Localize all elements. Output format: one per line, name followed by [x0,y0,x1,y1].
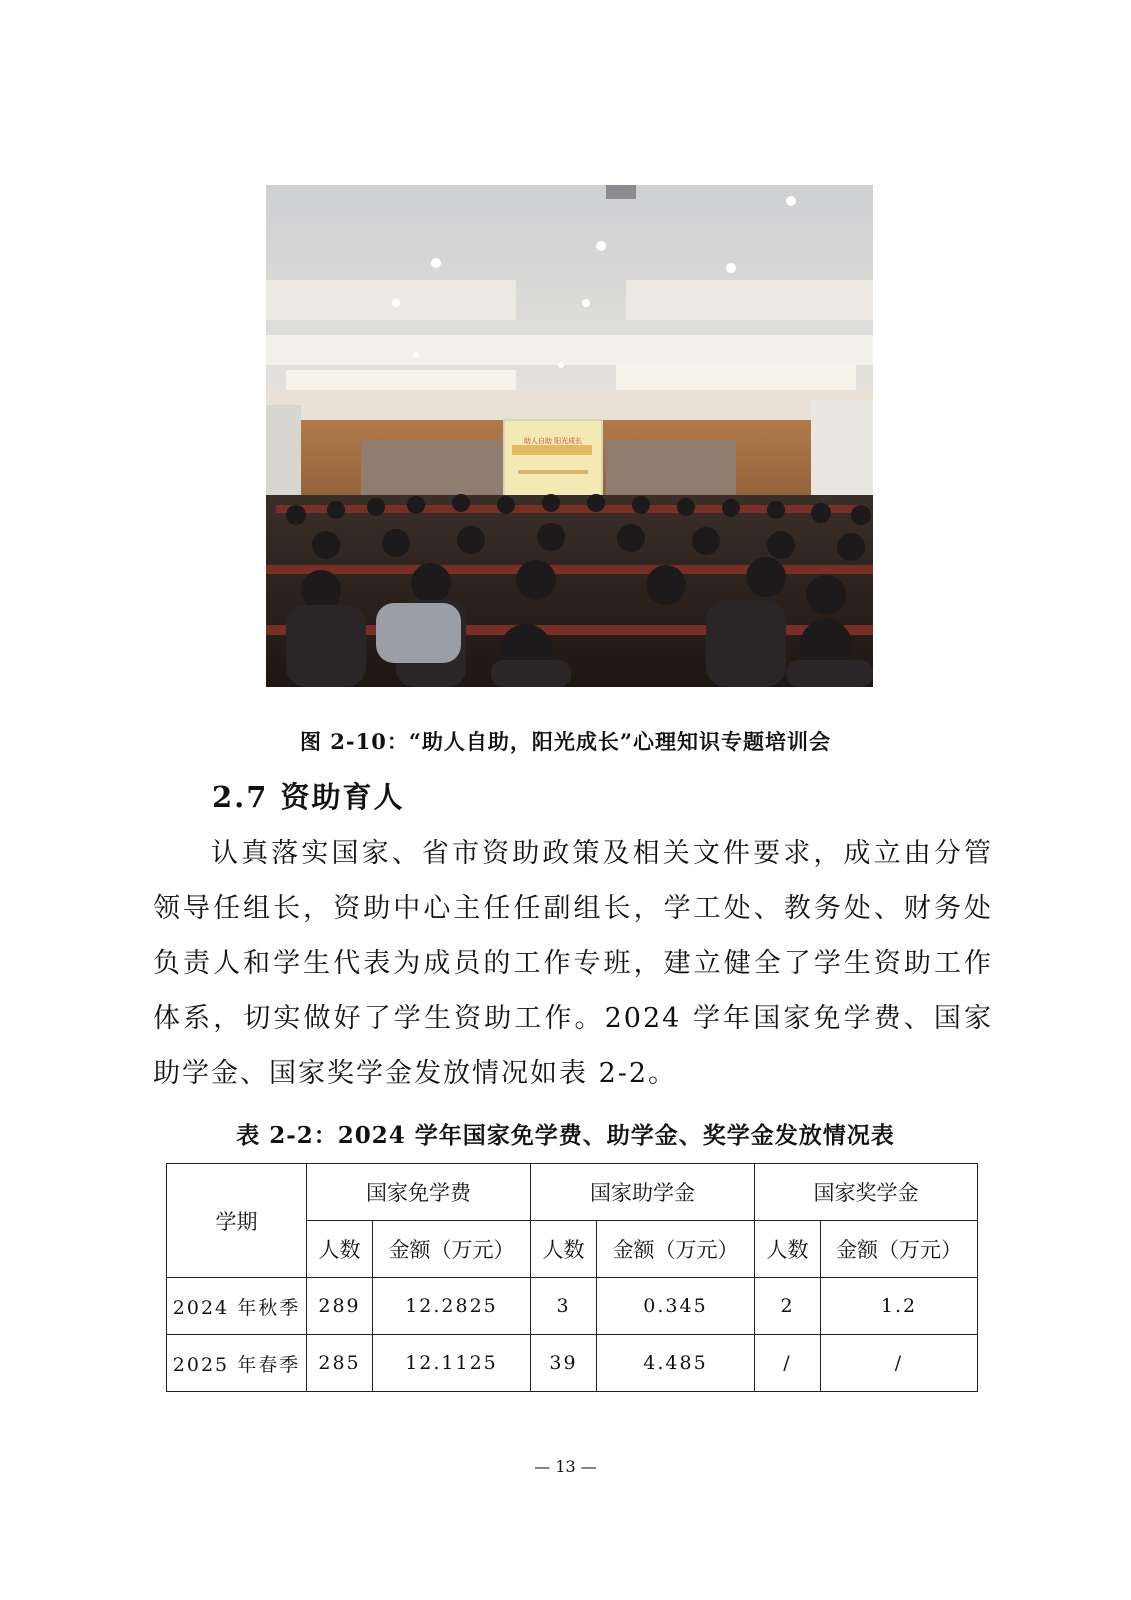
screen-slide-title: 助人自助 阳光成长 [523,437,583,445]
cell-value: / [755,1335,821,1392]
cell-value: 285 [307,1335,373,1392]
cell-value: 12.1125 [373,1335,531,1392]
subheader-amount: 金额（万元） [821,1221,978,1278]
training-session-photo [266,185,873,687]
financial-aid-table [166,1163,978,1392]
cell-term: 2024 年秋季 [167,1278,307,1335]
subheader-count: 人数 [307,1221,373,1278]
cell-value: 3 [531,1278,597,1335]
table-caption: 表 2-2：2024 学年国家免学费、助学金、奖学金发放情况表 [236,1122,895,1149]
table-row [167,1335,978,1392]
cell-value: 289 [307,1278,373,1335]
cell-value: 2 [755,1278,821,1335]
cell-value: 1.2 [821,1278,978,1335]
header-term: 学期 [167,1164,307,1278]
header-grant: 国家助学金 [531,1164,755,1221]
page-number: — 13 — [534,1457,597,1476]
figure-caption: 图 2-10：“助人自助，阳光成长”心理知识专题培训会 [299,729,832,754]
table-header-row [167,1164,978,1221]
header-scholarship: 国家奖学金 [755,1164,978,1221]
subheader-count: 人数 [531,1221,597,1278]
subheader-amount: 金额（万元） [597,1221,755,1278]
section-heading: 2.7 资助育人 [212,780,405,814]
cell-value: 12.2825 [373,1278,531,1335]
subheader-amount: 金额（万元） [373,1221,531,1278]
subheader-count: 人数 [755,1221,821,1278]
cell-value: 4.485 [597,1335,755,1392]
cell-value: / [821,1335,978,1392]
header-tuition-waiver: 国家免学费 [307,1164,531,1221]
cell-value: 0.345 [597,1278,755,1335]
table-row [167,1278,978,1335]
section-paragraph: 认真落实国家、省市资助政策及相关文件要求，成立由分管领导任组长，资助中心主任任副组长，学工处、教务处、财务处负责人和学生代表为成员的工作专班，建立健全了学生资助工作体系，切实做好了学生资助工作。2024 学年国家免学费、国家助学金、国家奖学金发放情况如表 2-2。 [153,838,993,1089]
cell-term: 2025 年春季 [167,1335,307,1392]
cell-value: 39 [531,1335,597,1392]
